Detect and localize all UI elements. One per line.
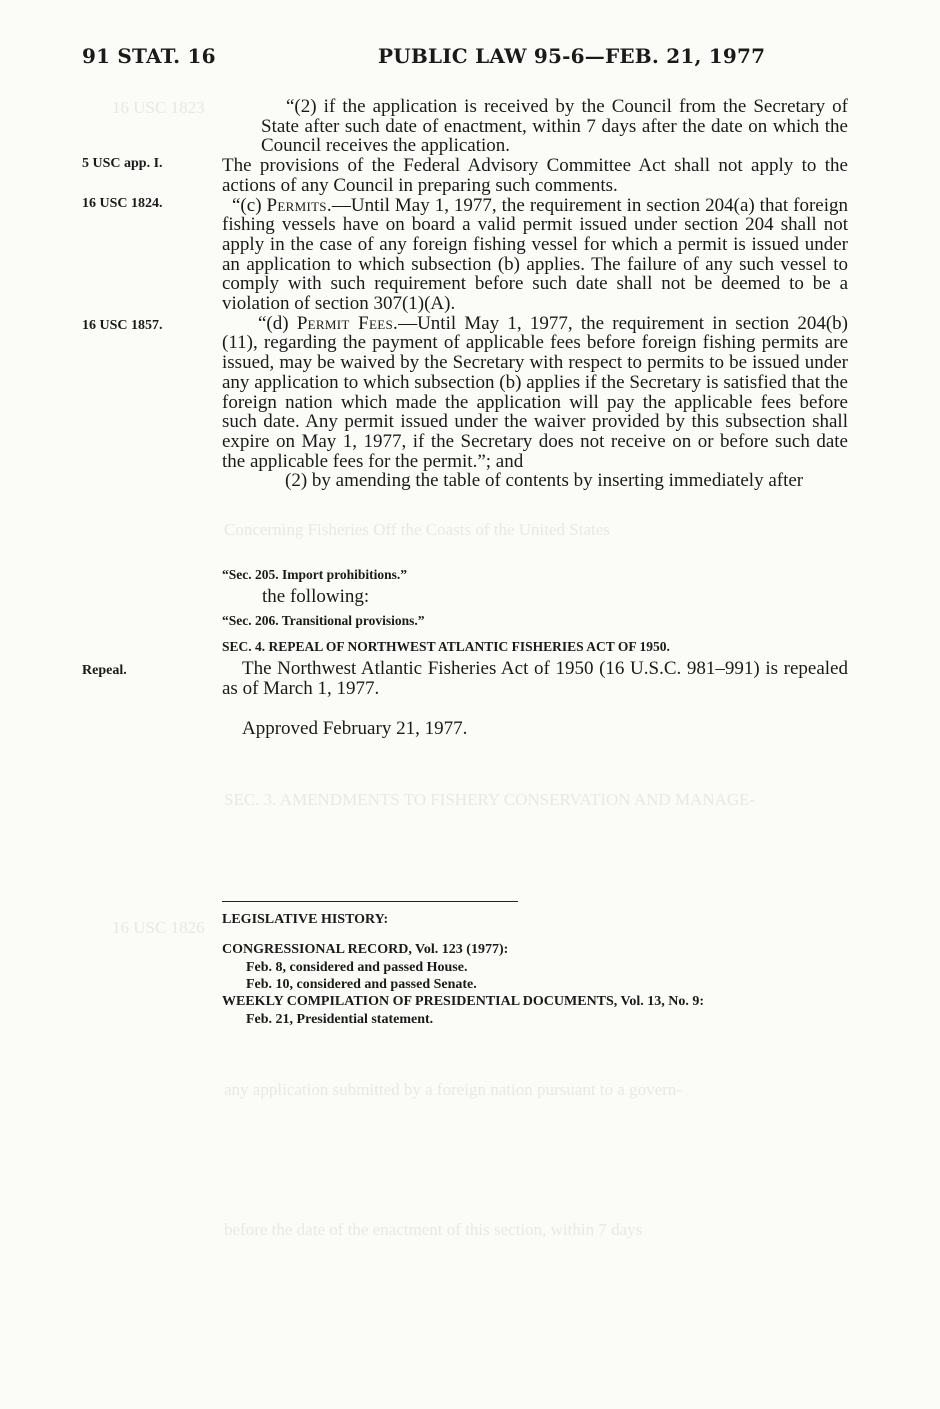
approval-date: Approved February 21, 1977.	[242, 718, 468, 739]
subsection-d-heading: Permit Fees.	[296, 312, 399, 334]
subsection-d	[222, 314, 848, 472]
history-feb-8: Feb. 8, considered and passed House.	[246, 960, 468, 975]
margin-note-usc-app: 5 USC app. I.	[82, 156, 163, 171]
history-feb-21: Feb. 21, Presidential statement.	[246, 1012, 434, 1027]
page-stat-number: 91 STAT. 16	[82, 44, 216, 68]
divider-rule	[222, 901, 518, 902]
following-text: the following:	[262, 586, 370, 607]
subsection-d-lead: “(d)	[258, 312, 297, 334]
section-4-heading: SEC. 4. REPEAL OF NORTHWEST ATLANTIC FISHERIES ACT OF 1950.	[222, 639, 670, 654]
section-4-body	[222, 659, 848, 698]
statute-body	[222, 97, 848, 491]
margin-note-repeal: Repeal.	[82, 663, 127, 678]
running-head: PUBLIC LAW 95-6—FEB. 21, 1977	[378, 44, 766, 68]
subsection-c-lead: “(c)	[232, 194, 267, 216]
margin-note-16-usc-1857: 16 USC 1857.	[82, 318, 163, 333]
paragraph-advisory: The provisions of the Federal Advisory Committee Act shall not apply to the actions of any Council in preparing such comments.	[222, 155, 848, 196]
subsection-c	[222, 196, 848, 314]
toc-entry-205: “Sec. 205. Import prohibitions.”	[222, 567, 408, 582]
amendment-toc	[222, 471, 848, 491]
section-4-text: The Northwest Atlantic Fisheries Act of 1950 (16 U.S.C. 981–991) is repealed as of March 1, 1977.	[222, 658, 848, 699]
congressional-record: CONGRESSIONAL RECORD, Vol. 123 (1977):	[222, 942, 509, 957]
margin-note-16-usc-1824: 16 USC 1824.	[82, 196, 163, 211]
amendment-toc-text: (2) by amending the table of contents by inserting immediately after	[285, 470, 804, 492]
subsection-c-heading: Permits.	[266, 194, 332, 216]
legislative-history-title: LEGISLATIVE HISTORY:	[222, 912, 389, 927]
paragraph-2-text: “(2) if the application is received by the Council from the Secretary of State after such date of enactment, within 7 days after the date on which the Council receives the application.	[261, 96, 848, 157]
subsection-c-text: —Until May 1, 1977, the requirement in section 204(a) that foreign fishing vessels have on board a valid permit issued under section 204 shall not apply in the case of any foreign fishing vessel for which a permit is issued under an application to which subsection (b) applies. The failure of any such vessel to comply with such requirement before such date shall not be deemed to be a violation of section 307(1)(A).	[222, 194, 848, 315]
paragraph-2	[222, 97, 848, 156]
subsection-d-text: —Until May 1, 1977, the requirement in section 204(b)(11), regarding the payment of applicable fees before foreign fishing permits are issued, may be waived by the Secretary with respect to permits to be issued under any application to which subsection (b) applies if the Secretary is satisfied that the foreign nation which made the application will pay the applicable fees before such date. Any permit issued under the waiver provided by this subsection shall expire on May 1, 1977, if the Secretary does not receive on or before such date the applicable fees for the permit.”; and	[222, 312, 848, 472]
history-feb-10: Feb. 10, considered and passed Senate.	[246, 977, 477, 992]
weekly-compilation: WEEKLY COMPILATION OF PRESIDENTIAL DOCUMENTS, Vol. 13, No. 9:	[222, 994, 705, 1009]
toc-entry-206: “Sec. 206. Transitional provisions.”	[222, 613, 425, 628]
